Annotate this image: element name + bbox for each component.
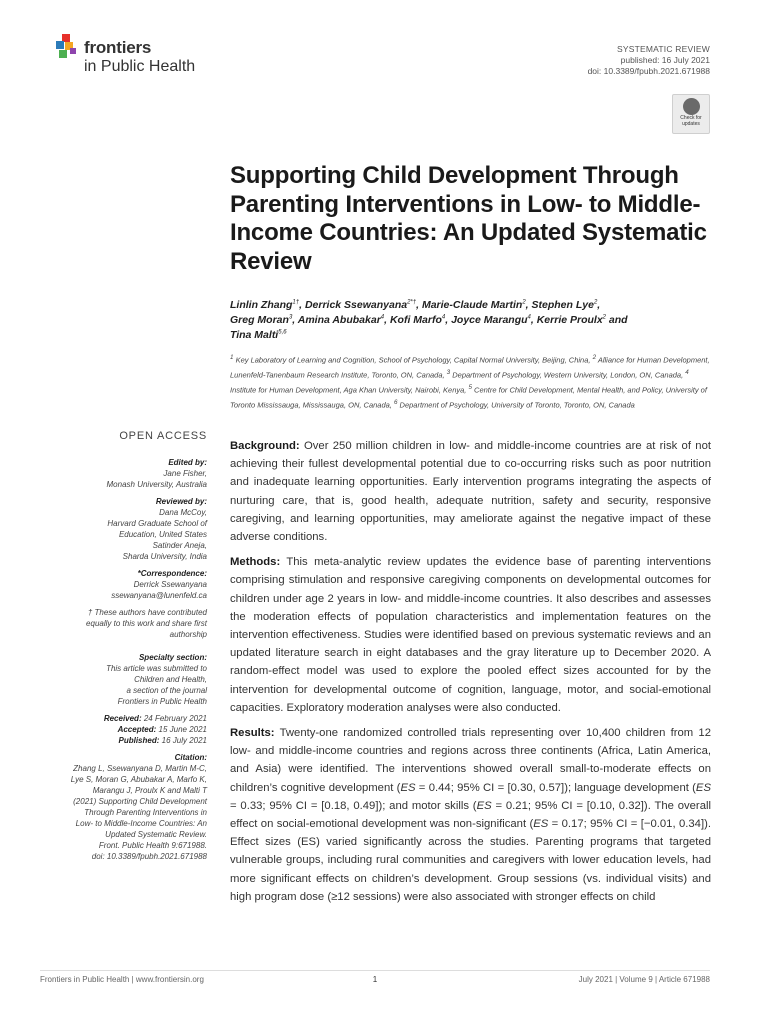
citation-label: Citation:: [174, 753, 207, 762]
author-link[interactable]: Linlin Zhang: [230, 299, 293, 311]
equal-contribution-note: authorship: [169, 630, 207, 639]
reviewer-affiliation: Harvard Graduate School of: [107, 519, 207, 528]
specialty-text: a section of the journal: [126, 686, 207, 695]
author-link[interactable]: Greg Moran: [230, 314, 289, 326]
citation-doi[interactable]: doi: 10.3389/fpubh.2021.671988: [91, 852, 207, 861]
correspondence-name: Derrick Ssewanyana: [133, 580, 207, 589]
accepted-date: Accepted: 15 June 2021: [117, 725, 207, 734]
published-date: published: 16 July 2021: [620, 55, 710, 65]
author-link[interactable]: Kerrie Proulx: [536, 314, 603, 326]
author-link[interactable]: Derrick Ssewanyana: [304, 299, 408, 311]
equal-contribution-note: equally to this work and share first: [86, 619, 207, 628]
specialty-text: This article was submitted to: [106, 664, 207, 673]
frontiers-logo-icon: [56, 34, 80, 60]
citation-text: Through Parenting Interventions in: [84, 808, 207, 817]
article-doi: doi: 10.3389/fpubh.2021.671988: [587, 66, 710, 76]
edited-by-label: Edited by:: [168, 458, 207, 467]
received-date: Received: 24 February 2021: [103, 714, 207, 723]
abstract-results: Results: Twenty-one randomized controlled trials representing over 10,400 children from 12 low- and middle-income countries and regions across three continents (Africa, Latin America, and Asia) were identified. The interventions showed overall small-to-moderate effects on children’s cognitive development (ES = 0.44; 95% CI = [0.30, 0.57]); language development (ES = 0.33; 95% CI = [0.18, 0.49]); and motor skills (ES = 0.21; 95% CI = [0.10, 0.32]). The overall effect on social-emotional development was non-significant (ES = 0.17; 95% CI = [−0.01, 0.34]). Effect sizes (ES) varied significantly across the studies. Parenting programs that targeted vulnerable groups, including rural communities and caregivers with lower education levels, had more significant effects on children’s development. Group sessions (vs. individual visits) and high program dose (≥12 sessions) were also associated with stronger effects on child: [230, 727, 711, 903]
footer-journal-link[interactable]: Frontiers in Public Health | www.frontiersin.org: [40, 975, 204, 984]
correspondence-label: *Correspondence:: [137, 569, 207, 578]
article-sidebar: [40, 430, 207, 862]
author-link[interactable]: Tina Malti: [230, 329, 279, 341]
citation-text: Marangu J, Proulx K and Malti T: [92, 786, 207, 795]
specialty-section-label: Specialty section:: [138, 653, 207, 662]
article-type: SYSTEMATIC REVIEW: [617, 44, 710, 54]
check-updates-label: Check for updates: [680, 115, 702, 127]
abstract: [230, 437, 711, 913]
citation-text: Lye S, Moran G, Abubakar A, Marfo K,: [70, 775, 207, 784]
citation-text: Zhang L, Ssewanyana D, Martin M-C,: [73, 764, 207, 773]
logo-brand-text: frontiers: [84, 38, 152, 57]
specialty-text: Frontiers in Public Health: [117, 697, 207, 706]
citation-text: (2021) Supporting Child Development: [73, 797, 207, 806]
page-footer: [40, 970, 710, 984]
author-link[interactable]: Kofi Marfo: [389, 314, 442, 326]
specialty-text: Children and Health,: [134, 675, 207, 684]
reviewer-affiliation: Sharda University, India: [122, 552, 207, 561]
abstract-background: Background: Over 250 million children in low- and middle-income countries are at risk of not achieving their fullest developmental potential due to co-occurring risks such as poor nutrition and inadequate learning opportunities. Early intervention programs integrating the aspects of nurturing care, that is, good health, adequate nutrition, safety and security, responsive caregiving, and learning opportunities, may ameliorate against the negative impact of these adverse conditions.: [230, 440, 711, 544]
abstract-methods: Methods: This meta-analytic review updates the evidence base of parenting interventions comprising stimulation and responsive caregiving components on developmental outcomes for children under age 2 years in low- and middle-income countries. It also describes and assesses the moderation effects of population characteristics and implementation features on the intervention effectiveness. Studies were identified based on previous systematic reviews and an updated literature search in eight databases and the gray literature up to December 2020. A random-effect model was used to explore the pooled effect sizes accounted for by the intervention for developmental outcome of cognition, language, motor, and social-emotional capacities. Exploratory moderation analyses were also conducted.: [230, 556, 711, 714]
editor-name: Jane Fisher,: [163, 469, 207, 478]
check-updates-icon: [683, 98, 700, 115]
editor-affiliation: Monash University, Australia: [106, 480, 207, 489]
author-list: Linlin Zhang$^{1\dagger}$, Derrick Ssewanyana$^{2*\dagger}$, Marie-Claude Martin$^2$, Stephen Lye$^2$, Greg Moran$^3$, Amina Abubakar$^4$, Kofi Marfo$^4$, Joyce Marangu$^4$, Kerrie Proulx$^2$ and Tina Malti$^{5,6}$: [230, 299, 628, 341]
citation-text: Low- to Middle-Income Countries: An: [75, 819, 207, 828]
article-meta: [588, 44, 710, 77]
reviewer-name: Dana McCoy,: [159, 508, 207, 517]
author-link[interactable]: Joyce Marangu: [451, 314, 528, 326]
correspondence-email[interactable]: ssewanyana@lunenfeld.ca: [111, 591, 207, 600]
journal-logo: [56, 34, 226, 80]
page-number: 1: [372, 975, 378, 984]
author-link[interactable]: Stephen Lye: [531, 299, 594, 311]
footer-issue-info: July 2021 | Volume 9 | Article 671988: [578, 975, 710, 984]
article-title: Supporting Child Development Through Parenting Interventions in Low- to Middle-Income Countries: An Updated Systematic Review: [230, 162, 707, 275]
reviewed-by-label: Reviewed by:: [155, 497, 207, 506]
citation-text: Updated Systematic Review.: [105, 830, 207, 839]
open-access-label: OPEN ACCESS: [119, 430, 207, 442]
published-date-sidebar: Published: 16 July 2021: [118, 736, 207, 745]
author-link[interactable]: Marie-Claude Martin: [421, 299, 523, 311]
author-link[interactable]: Amina Abubakar: [297, 314, 381, 326]
check-for-updates-button[interactable]: [672, 94, 710, 134]
equal-contribution-note: † These authors have contributed: [87, 608, 207, 617]
citation-text: Front. Public Health 9:671988.: [98, 841, 207, 850]
reviewer-affiliation: Education, United States: [118, 530, 207, 539]
affiliations: $^1$ Key Laboratory of Learning and Cognition, School of Psychology, Capital Normal University, Beijing, China, $^2$ Alliance for Human Development, Lunenfeld-Tanenbaum Research Institute, Toronto, ON, Canada, $^3$ Department of Psychology, Western University, London, ON, Canada, $^4$ Institute for Human Development, Aga Khan University, Nairobi, Kenya, $^5$ Centre for Child Development, Mental Health, and Policy, University of Toronto Mississauga, Mississauga, ON, Canada, $^6$ Department of Psychology, University of Toronto, Toronto, ON, Canada: [230, 354, 710, 410]
logo-journal-text: in Public Health: [84, 58, 196, 75]
reviewer-name: Satinder Aneja,: [152, 541, 207, 550]
